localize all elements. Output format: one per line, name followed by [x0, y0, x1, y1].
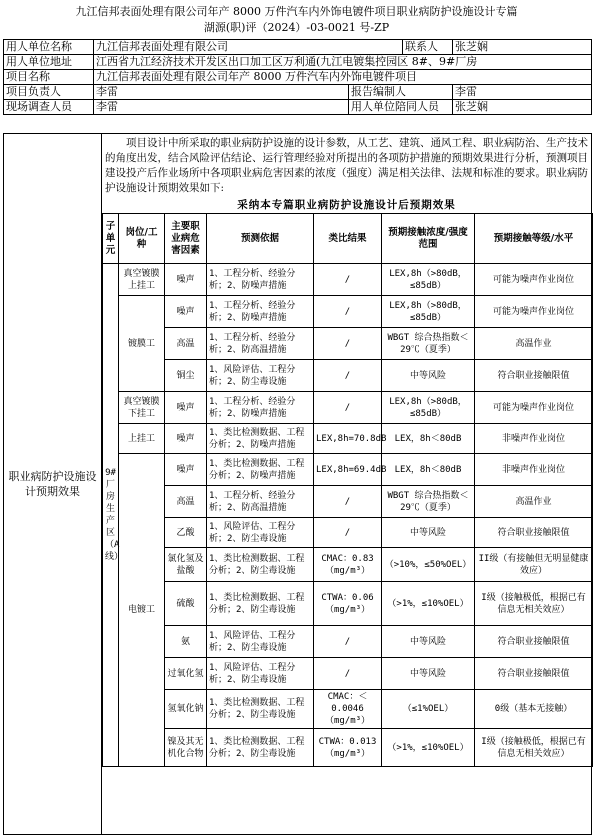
document-title [0, 4, 593, 36]
analog-cell: / [314, 626, 382, 658]
post-cell: 电镀工 [119, 454, 165, 767]
analog-cell: / [314, 264, 382, 296]
basis-cell: 1、类比检测数据、工程分析；2、防噪声措施 [207, 424, 314, 454]
header-hazard: 主要职业病危害因素 [165, 214, 207, 264]
address-value: 江西省九江经济技术开发区出口加工区万利通(九江电镀集控园区 8#、9#厂房 [94, 55, 592, 70]
analog-cell: / [314, 518, 382, 548]
post-cell: 上挂工 [119, 424, 165, 454]
survey-label: 现场调查人员 [4, 100, 94, 115]
level-cell: 符合职业接触限值 [475, 518, 593, 548]
escort-label: 用人单位陪同人员 [349, 100, 453, 115]
hazard-cell: 噪声 [165, 264, 207, 296]
level-cell: 可能为噪声作业岗位 [475, 296, 593, 328]
hazard-cell: 氢氧化钠 [165, 690, 207, 729]
level-cell: 符合职业接触限值 [475, 658, 593, 690]
header-post: 岗位/工种 [119, 214, 165, 264]
level-cell: 可能为噪声作业岗位 [475, 264, 593, 296]
table-row [103, 264, 593, 296]
effect-label: 职业病防护设施设计预期效果 [4, 134, 102, 835]
expected-cell: 中等风险 [382, 626, 475, 658]
analog-cell: / [314, 360, 382, 392]
post-cell: 镀膜工 [119, 296, 165, 392]
level-cell: 非噪声作业岗位 [475, 424, 593, 454]
level-cell: 0级（基本无接触） [475, 690, 593, 729]
table-row [103, 518, 593, 548]
author-value: 李雷 [453, 85, 592, 100]
level-cell: II级（有接触但无明显健康效应） [475, 548, 593, 582]
analog-cell: / [314, 328, 382, 360]
table-row [103, 296, 593, 328]
header-subunit: 子单元 [103, 214, 119, 264]
expected-cell: LEX,8h（>80dB，≤85dB） [382, 264, 475, 296]
expected-cell: LEX，8h＜80dB [382, 454, 475, 486]
header-basis: 预测依据 [207, 214, 314, 264]
hazard-cell: 过氧化氢 [165, 658, 207, 690]
table-row [103, 582, 593, 626]
table-row [103, 360, 593, 392]
table-row [103, 486, 593, 518]
analog-cell: CTWA：0.013（mg/m³） [314, 729, 382, 767]
hazard-cell: 氯化氢及盐酸 [165, 548, 207, 582]
basis-cell: 1、风险评估、工程分析；2、防尘毒设施 [207, 360, 314, 392]
table-row [103, 729, 593, 767]
basis-cell: 1、类比检测数据、工程分析；2、防噪声措施 [207, 454, 314, 486]
effect-intro: 项目设计中所采取的职业病防护设施的设计参数，从工艺、建筑、通风工程、职业病防治、生产技术的角度出发，结合风险评估结论、运行管理经验对所提出的各项防护措施的预期效果进行分析，预测项目建设投产后作业场所中各项职业病危害因素的浓度（强度）满足相关法律、法规和标准的要求。职业病防护设施设计预期效果如下: [105, 137, 588, 194]
effect-section [3, 133, 592, 835]
title-line-1: 九江信邦表面处理有限公司年产 8000 万件汽车内外饰电镀件项目职业病防护设施设计专篇 [75, 5, 518, 18]
level-cell: 可能为噪声作业岗位 [475, 392, 593, 424]
unit-value: 九江信邦表面处理有限公司 [94, 40, 403, 55]
table-row [103, 328, 593, 360]
analog-cell: / [314, 658, 382, 690]
analog-cell: CTWA：0.06（mg/m³） [314, 582, 382, 626]
project-value: 九江信邦表面处理有限公司年产 8000 万件汽车内外饰电镀件项目 [94, 70, 592, 85]
analog-cell: LEX,8h=70.8dB [314, 424, 382, 454]
expected-cell: LEX，8h＜80dB [382, 424, 475, 454]
author-label: 报告编制人 [349, 85, 453, 100]
level-cell: I级（接触极低，根据已有信息无相关效应） [475, 582, 593, 626]
hazard-cell: 铜尘 [165, 360, 207, 392]
expected-cell: 中等风险 [382, 518, 475, 548]
hazard-cell: 噪声 [165, 296, 207, 328]
hazard-cell: 噪声 [165, 392, 207, 424]
expected-cell: LEX,8h（>80dB，≤85dB） [382, 296, 475, 328]
hazard-cell: 高温 [165, 328, 207, 360]
basis-cell: 1、风险评估、工程分析；2、防尘毒设施 [207, 518, 314, 548]
level-cell: 非噪声作业岗位 [475, 454, 593, 486]
survey-value: 李雷 [94, 100, 349, 115]
table-row [103, 658, 593, 690]
info-table [3, 39, 592, 115]
level-cell: 符合职业接触限值 [475, 360, 593, 392]
table-row [103, 454, 593, 486]
contact-value: 张芝娴 [453, 40, 592, 55]
basis-cell: 1、类比检测数据、工程分析；2、防尘毒设施 [207, 729, 314, 767]
analog-cell: / [314, 392, 382, 424]
header-analog: 类比结果 [314, 214, 382, 264]
leader-value: 李雷 [94, 85, 349, 100]
expected-cell: （>10%，≤50%OEL） [382, 548, 475, 582]
table-row [103, 392, 593, 424]
basis-cell: 1、工程分析、经验分析；2、防噪声措施 [207, 392, 314, 424]
level-cell: 高温作业 [475, 486, 593, 518]
header-level: 预期接触等级/水平 [475, 214, 593, 264]
basis-cell: 1、类比检测数据、工程分析；2、防尘毒设施 [207, 548, 314, 582]
table-caption: 采纳本专篇职业病防护设施设计后预期效果 [237, 199, 456, 211]
escort-value: 张芝娴 [453, 100, 592, 115]
hazard-cell: 噪声 [165, 454, 207, 486]
leader-label: 项目负责人 [4, 85, 94, 100]
level-cell: 高温作业 [475, 328, 593, 360]
table-row [103, 626, 593, 658]
table-row [103, 424, 593, 454]
hazard-cell: 噪声 [165, 424, 207, 454]
hazard-cell: 高温 [165, 486, 207, 518]
basis-cell: 1、工程分析、经验分析；2、防噪声措施 [207, 264, 314, 296]
analog-cell: LEX,8h=69.4dB [314, 454, 382, 486]
subunit-cell: 9#厂房生产区（A线） [103, 264, 119, 767]
analog-cell: CMAC：＜0.0046（mg/m³） [314, 690, 382, 729]
basis-cell: 1、风险评估、工程分析；2、防尘毒设施 [207, 626, 314, 658]
effect-table [102, 213, 593, 767]
expected-cell: 中等风险 [382, 360, 475, 392]
expected-cell: （>1%，≤10%OEL） [382, 582, 475, 626]
analog-cell: / [314, 486, 382, 518]
title-line-2: 湖源(职)评（2024）-03-0021 号-ZP [203, 21, 390, 34]
expected-cell: WBGT 综合热指数＜29℃（夏季） [382, 486, 475, 518]
table-row [103, 690, 593, 729]
project-label: 项目名称 [4, 70, 94, 85]
post-cell: 真空镀膜下挂工 [119, 392, 165, 424]
expected-cell: （≤1%OEL） [382, 690, 475, 729]
basis-cell: 1、工程分析、经验分析；2、防高温措施 [207, 486, 314, 518]
header-expected: 预期接触浓度/强度范围 [382, 214, 475, 264]
expected-cell: LEX,8h（>80dB，≤85dB） [382, 392, 475, 424]
hazard-cell: 镍及其无机化合物 [165, 729, 207, 767]
address-label: 用人单位地址 [4, 55, 94, 70]
hazard-cell: 乙酸 [165, 518, 207, 548]
table-row [103, 548, 593, 582]
contact-label: 联系人 [403, 40, 453, 55]
basis-cell: 1、类比检测数据、工程分析；2、防尘毒设施 [207, 690, 314, 729]
expected-cell: 中等风险 [382, 658, 475, 690]
analog-cell: / [314, 296, 382, 328]
basis-cell: 1、风险评估、工程分析；2、防尘毒设施 [207, 658, 314, 690]
hazard-cell: 氨 [165, 626, 207, 658]
basis-cell: 1、类比检测数据、工程分析；2、防尘毒设施 [207, 582, 314, 626]
basis-cell: 1、工程分析、经验分析；2、防高温措施 [207, 328, 314, 360]
post-cell: 真空镀膜上挂工 [119, 264, 165, 296]
basis-cell: 1、工程分析、经验分析；2、防噪声措施 [207, 296, 314, 328]
expected-cell: WBGT 综合热指数＜29℃（夏季） [382, 328, 475, 360]
hazard-cell: 硫酸 [165, 582, 207, 626]
level-cell: I级（接触极低，根据已有信息无相关效应） [475, 729, 593, 767]
level-cell: 符合职业接触限值 [475, 626, 593, 658]
analog-cell: CMAC：0.83（mg/m³） [314, 548, 382, 582]
expected-cell: （>1%，≤10%OEL） [382, 729, 475, 767]
unit-label: 用人单位名称 [4, 40, 94, 55]
